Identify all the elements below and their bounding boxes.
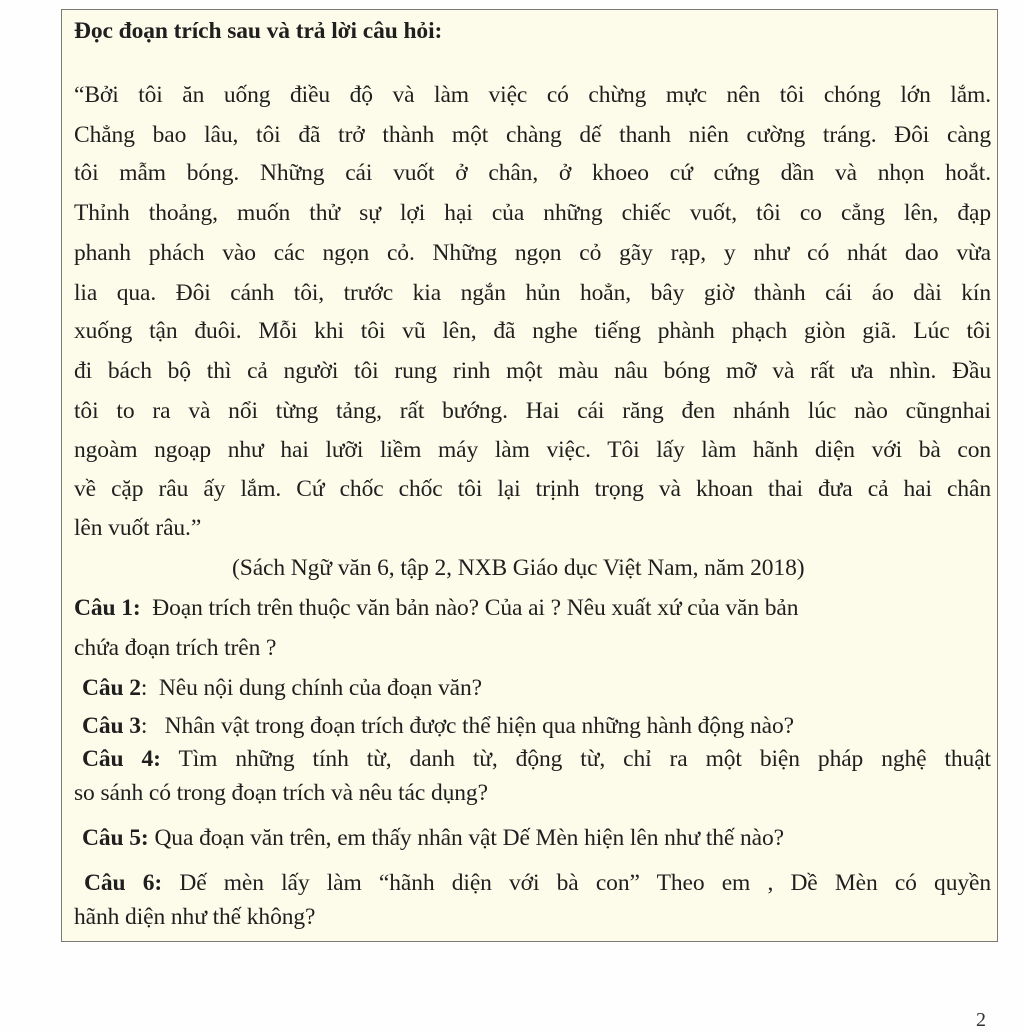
passage-line: phanh phách vào các ngọn cỏ. Những ngọn cỏ gãy rạp, y như có nhát dao vừa <box>74 240 991 266</box>
passage-line: về cặp râu ấy lắm. Cứ chốc chốc tôi lại trịnh trọng và khoan thai đưa cả hai chân <box>74 476 991 502</box>
question-text: Dế mèn lấy làm “hãnh diện với bà con” Theo em , Dề Mèn có quyền <box>179 870 991 896</box>
question-label: Câu 5: <box>82 825 149 851</box>
passage-line: “Bởi tôi ăn uống điều độ và làm việc có chừng mực nên tôi chóng lớn lắm. <box>74 82 991 108</box>
question-label: Câu 1: <box>74 595 141 621</box>
passage-line: Thỉnh thoảng, muốn thử sự lợi hại của những chiếc vuốt, tôi co cẳng lên, đạp <box>74 200 991 226</box>
question-label: Câu 3 <box>82 713 141 739</box>
question-label: Câu 6: <box>84 870 163 896</box>
passage-line: lên vuốt râu.” <box>74 515 202 541</box>
question-1-continued: chứa đoạn trích trên ? <box>74 635 277 661</box>
question-text: Đoạn trích trên thuộc văn bản nào? Của ai ? Nêu xuất xứ của văn bản <box>152 595 799 621</box>
passage-line: ngoàm ngoạp như hai lưỡi liềm máy làm việc. Tôi lấy làm hãnh diện với bà con <box>74 437 991 463</box>
question-label: Câu 2 <box>82 675 141 701</box>
page-number: 2 <box>976 1009 986 1031</box>
question-text: : Nêu nội dung chính của đoạn văn? <box>140 675 482 701</box>
exercise-box <box>61 9 998 942</box>
question-label: Câu 4: <box>82 746 161 772</box>
exercise-heading: Đọc đoạn trích sau và trả lời câu hỏi: <box>74 18 443 44</box>
question-5 <box>82 823 784 853</box>
passage-line: lia qua. Đôi cánh tôi, trước kia ngắn hủn hoẳn, bây giờ thành cái áo dài kín <box>74 280 991 306</box>
question-text: Qua đoạn văn trên, em thấy nhân vật Dế Mèn hiện lên như thế nào? <box>154 825 784 851</box>
question-4-continued: so sánh có trong đoạn trích và nêu tác dụng? <box>74 780 488 806</box>
question-4 <box>82 744 991 774</box>
question-2 <box>82 673 482 703</box>
question-text: Tìm những tính từ, danh từ, động từ, chỉ ra một biện pháp nghệ thuật <box>178 746 991 772</box>
passage-line: tôi to ra và nổi từng tảng, rất bướng. Hai cái răng đen nhánh lúc nào cũngnhai <box>74 398 991 424</box>
source-citation: (Sách Ngữ văn 6, tập 2, NXB Giáo dục Việt Nam, năm 2018) <box>232 555 805 581</box>
question-3 <box>82 711 794 741</box>
question-1 <box>74 593 798 623</box>
question-6 <box>84 868 991 898</box>
question-text: : Nhân vật trong đoạn trích được thể hiện qua những hành động nào? <box>140 713 794 739</box>
passage-line: đi bách bộ thì cả người tôi rung rinh một màu nâu bóng mỡ và rất ưa nhìn. Đầu <box>74 358 991 384</box>
passage-line: Chẳng bao lâu, tôi đã trở thành một chàng dế thanh niên cường tráng. Đôi càng <box>74 122 991 148</box>
passage-line: xuống tận đuôi. Mỗi khi tôi vũ lên, đã nghe tiếng phành phạch giòn giã. Lúc tôi <box>74 318 991 344</box>
passage-line: tôi mẫm bóng. Những cái vuốt ở chân, ở khoeo cứ cứng dần và nhọn hoắt. <box>74 160 991 186</box>
question-6-continued: hãnh diện như thế không? <box>74 904 316 930</box>
